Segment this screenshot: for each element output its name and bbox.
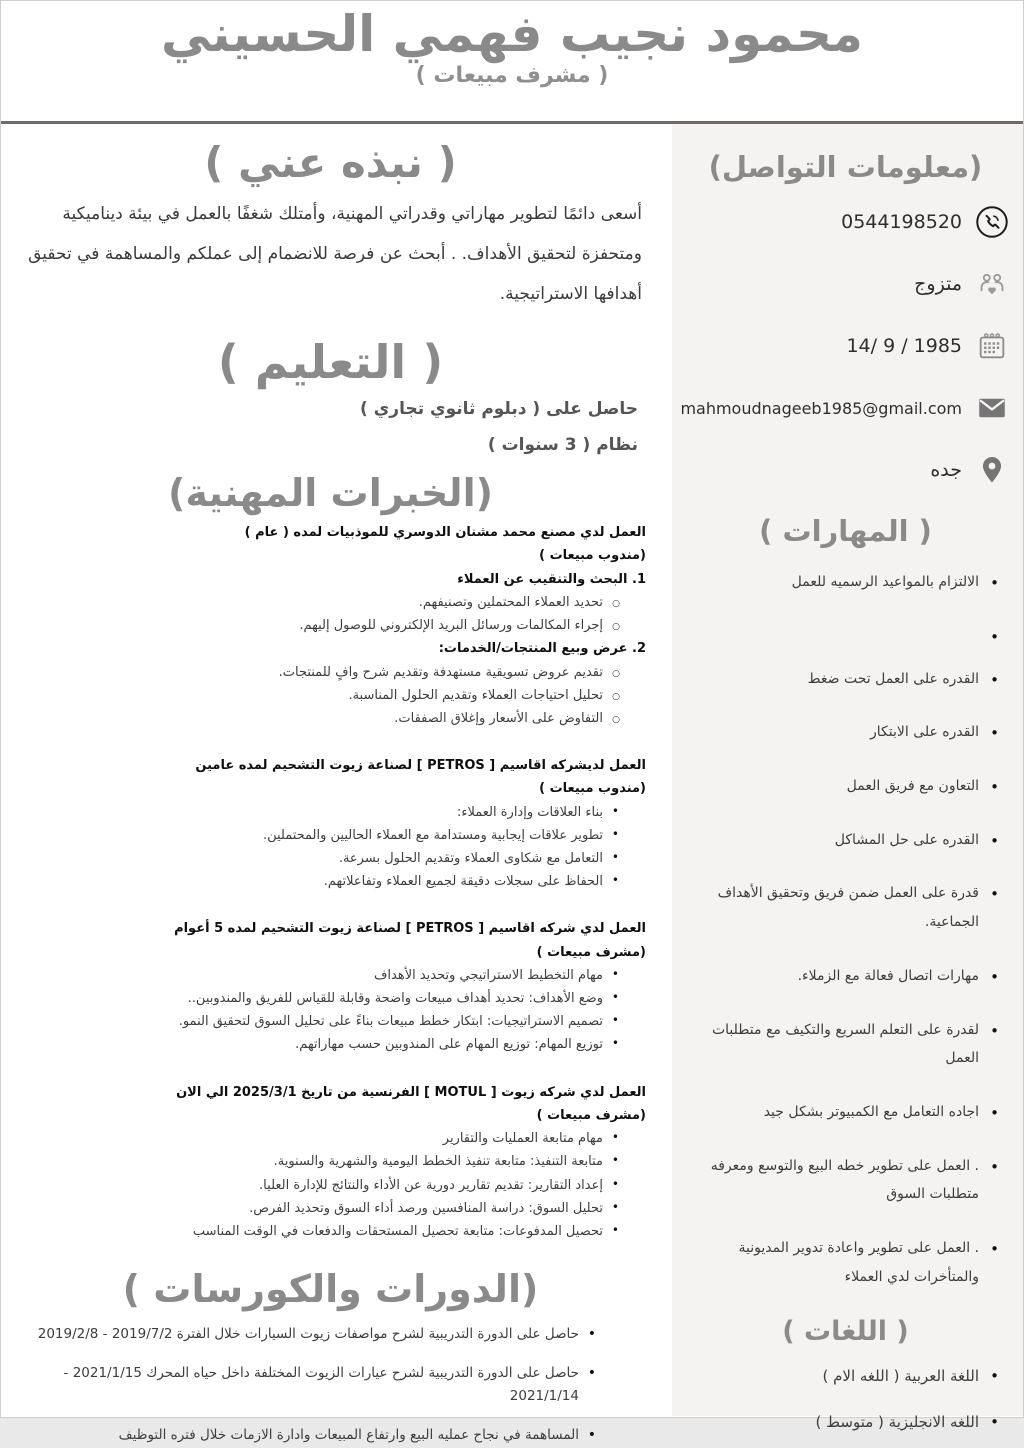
calendar-icon (975, 329, 1009, 363)
contact-item (682, 390, 1009, 426)
contact-item (682, 328, 1009, 364)
experience-section-title: (الخبرات المهنية) (168, 470, 493, 515)
job-duty: • مهام التخطيط الاستراتيجي وتحديد الأهداف (15, 964, 620, 987)
job-role: (مندوب مبيعات ) (539, 548, 646, 564)
person-name: محمود نجيب فهمي الحسيني (161, 5, 863, 63)
skills-list (682, 568, 1009, 1291)
skill-item: • اجاده التعامل مع الكمبيوتر بشكل جيد (682, 1098, 1001, 1127)
email-icon (975, 391, 1009, 425)
skill-item: • القدره على العمل تحت ضغط (682, 665, 1001, 694)
skills-section-title: ( المهارات ) (759, 514, 932, 548)
education-line: نظام ( 3 سنوات ) (487, 434, 638, 455)
skill-item (682, 622, 1001, 640)
job-duty: ○ تقديم عروض تسويقية مستهدفة وتقديم شرح وافٍ للمنتجات. (15, 661, 620, 684)
contact-section-title: (معلومات التواصل) (708, 150, 983, 184)
education-section-title: ( التعليم ) (217, 334, 444, 389)
job-duty: • تحليل السوق: دراسة المنافسين ورصد أداء السوق وتحديد الفرص. (15, 1197, 620, 1220)
contact-value: mahmoudnageeb1985@gmail.com (680, 398, 962, 418)
job-duty: • مهام متابعة العمليات والتقارير (15, 1127, 620, 1150)
course-item: • حاصل على الدورة التدريبية لشرح عيارات الزيوت المختلفة داخل حياه المحرك 2021/1/15 - 2021/1/14 (15, 1362, 596, 1408)
about-section-title: ( نبذه عني ) (204, 138, 457, 187)
skill-item: • التعاون مع فريق العمل (682, 772, 1001, 801)
skill-item: • لقدرة على التعلم السريع والتكيف مع متطلبات العمل (682, 1016, 1001, 1073)
job-title: العمل لدي شركه زيوت [ MOTUL ] الفرنسية من تاريخ 2025/3/1 الي الان (176, 1084, 646, 1100)
contact-value: جده (930, 459, 962, 481)
jobs (15, 521, 646, 1243)
job-duty: ○ التفاوض على الأسعار وإغلاق الصفقات. (15, 707, 620, 730)
job-role: (مندوب مبيعات ) (539, 781, 646, 797)
job-title: العمل لدي مصنع محمد مشنان الدوسري للموذبيات لمده ( عام ) (244, 524, 646, 540)
job-title: العمل لديشركه اقاسيم [ PETROS ] لصناعة زيوت التشحيم لمده عامين (195, 758, 646, 773)
job-duty: • متابعة التنفيذ: متابعة تنفيذ الخطط اليومية والشهرية والسنوية. (15, 1150, 620, 1173)
language-item: • اللغه الانجليزية ( متوسط ) (682, 1407, 1001, 1438)
job-duty: • بناء العلاقات وإدارة العملاء: (15, 801, 620, 824)
job-duty: • الحفاظ على سجلات دقيقة لجميع العملاء وتفاعلاتهم. (15, 870, 620, 893)
courses-section-title: (الدورات والكورسات ) (122, 1266, 539, 1311)
job-duty: ○ إجراء المكالمات ورسائل البريد الإلكتروني للوصول إليهم. (15, 614, 620, 637)
job-duty: • تصميم الاستراتيجيات: ابتكار خطط مبيعات بناءً على تحليل السوق لتحقيق النمو. (15, 1010, 620, 1033)
contact-item (682, 204, 1009, 240)
job-duty: • تحصيل المدفوعات: متابعة تحصيل المستحقات والدفعات في الوقت المناسب (15, 1220, 620, 1243)
skill-item: • قدرة على العمل ضمن فريق وتحقيق الأهداف الجماعية. (682, 879, 1001, 936)
job-duty: • وضع الأهداف: تحديد أهداف مبيعات واضحة وقابلة للقياس للفريق والمندوبين.. (15, 987, 620, 1010)
education-line: حاصل على ( دبلوم ثانوي تجاري ) (360, 398, 638, 419)
language-item: • اللغة العربية ( اللغه الام ) (682, 1361, 1001, 1392)
languages-list (682, 1361, 1009, 1438)
job-duty-list (15, 801, 646, 894)
courses-list (15, 1323, 646, 1447)
skill-item: • القدره على حل المشاكل (682, 826, 1001, 855)
job-duty-heading: 2. عرض وبيع المنتجات/الخدمات: (438, 641, 646, 657)
job-duty: • التعامل مع شكاوى العملاء وتقديم الحلول بسرعة. (15, 847, 620, 870)
job-duty-list (15, 661, 646, 730)
contact-value: متزوج (914, 273, 962, 295)
family-icon (975, 267, 1009, 301)
job-block (15, 754, 646, 893)
contact-list (682, 204, 1009, 488)
job-role: (مشرف مبيعات ) (536, 1107, 646, 1123)
skill-item: • . العمل على تطوير خطه البيع والتوسع ومعرفه متطلبات السوق (682, 1152, 1001, 1209)
job-block (15, 521, 646, 730)
languages-section-title: ( اللغات ) (782, 1316, 909, 1348)
course-item: • حاصل على الدورة التدريبية لشرح مواصفات زيوت السيارات خلال الفترة 2019/7/2 - 2019/2/8 (15, 1323, 596, 1346)
main-column (1, 124, 672, 1443)
skill-item: • مهارات اتصال فعالة مع الزملاء. (682, 962, 1001, 991)
location-icon (975, 453, 1009, 487)
contact-value: 0544198520 (841, 211, 962, 233)
phone-icon (975, 205, 1009, 239)
header (1, 1, 1023, 124)
skill-item: • الالتزام بالمواعيد الرسميه للعمل (682, 568, 1001, 597)
contact-item (682, 452, 1009, 488)
job-title: العمل لدي شركه اقاسيم [ PETROS ] لصناعة زيوت التشحيم لمده 5 أعوام (174, 921, 646, 937)
education-lines (15, 399, 646, 455)
skill-item: • . العمل على تطوير واعادة تدوير المديونية والمتأخرات لدي العملاء (682, 1234, 1001, 1291)
job-duty: • توزيع المهام: توزيع المهام على المندوبين حسب مهاراتهم. (15, 1033, 620, 1056)
job-duty: ○ تحليل احتياجات العملاء وتقديم الحلول المناسبة. (15, 684, 620, 707)
contact-value: 14/ 9 / 1985 (846, 335, 962, 357)
skill-item: • القدره على الابتكار (682, 718, 1001, 747)
job-duty-list (15, 1127, 646, 1243)
about-text: أسعى دائمًا لتطوير مهاراتي وقدراتي المهنية، وأمتلك شغفًا بالعمل في بيئة ديناميكية ومتحفزة لتحقيق الأهداف. . أبحث عن فرصة للانضمام إلى عملكم والمساهمة في تحقيق أهدافها الاستراتيجية. (28, 204, 642, 304)
contact-item (682, 266, 1009, 302)
content-columns (1, 124, 1023, 1443)
job-block (15, 1081, 646, 1243)
course-item: • المساهمة في نجاح عمليه البيع وارتفاع المبيعات وادارة الازمات خلال فتره التوظيف (15, 1424, 596, 1447)
job-duty-list (15, 591, 646, 637)
job-duty: • تطوير علاقات إيجابية ومستدامة مع العملاء الحاليين والمحتملين. (15, 824, 620, 847)
person-job-title: ( مشرف مبيعات ) (415, 63, 609, 88)
job-duty: ○ تحديد العملاء المحتملين وتصنيفهم. (15, 591, 620, 614)
sidebar (672, 124, 1023, 1432)
job-duty: • إعداد التقارير: تقديم تقارير دورية عن الأداء والنتائج للإدارة العليا. (15, 1174, 620, 1197)
job-block (15, 917, 646, 1056)
job-duty-list (15, 964, 646, 1057)
job-role: (مشرف مبيعات ) (536, 944, 646, 960)
job-duty-heading: 1. البحث والتنقيب عن العملاء (457, 571, 646, 587)
